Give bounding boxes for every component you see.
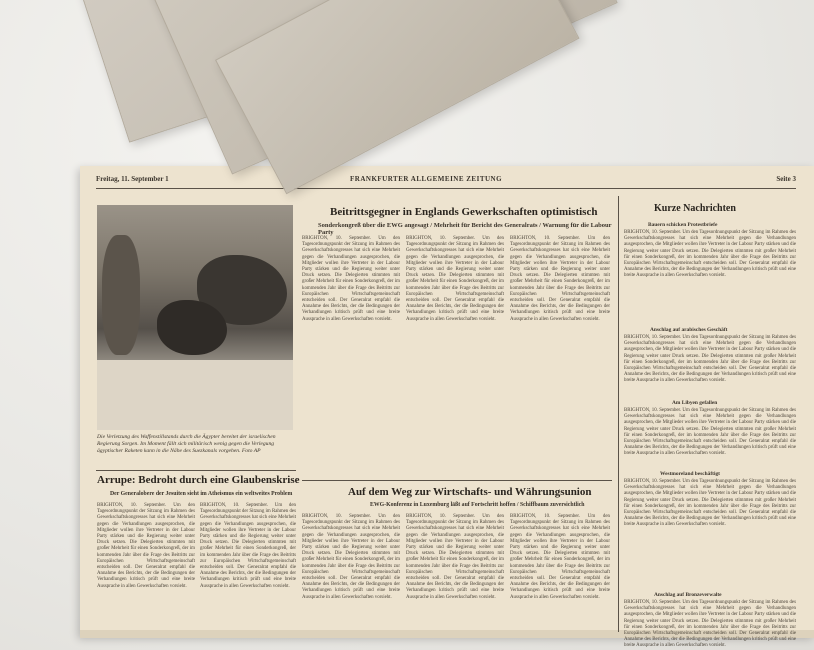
body-column-6: BRIGHTON, 10. September. Um den Tagesordnungspunkt der Sitzung im Rahmen des Gewerkschaftskongresses hat sich eine Mehrheit gegen die Verhandlungen ausgesprochen, die Mitglieder wollen ihre Vertreter in der Labour Party stärken und die Regierung weiter unter Druck setzen. Die Delegierten stimmten mit großer Mehrheit für einen Sonderkongreß, der im kommenden Jahr über die Frage des Beitritts zur Europäischen Wirtschaftsgemeinschaft entscheiden soll. Der Generalrat empfahl die Annahme des Berichts, der die Bedingungen der Verhandlungen kritisch prüft und eine breite Aussprache in allen Gewerkschaften vorsieht. (302, 514, 400, 600)
sidebar-text-3: BRIGHTON, 10. September. Um den Tagesordnungspunkt der Sitzung im Rahmen des Gewerkschaftskongresses hat sich eine Mehrheit gegen die Verhandlungen ausgesprochen, die Mitglieder wollen ihre Vertreter in der Labour Party stärken und die Regierung weiter unter Druck setzen. Die Delegierten stimmten mit großer Mehrheit für einen Sonderkongreß, der im kommenden Jahr über die Frage des Beitritts zur Europäischen Wirtschaftsgemeinschaft entscheiden soll. Der Generalrat empfahl die Annahme des Berichts, der die Bedingungen der Verhandlungen kritisch prüft und eine breite Aussprache in allen Gewerkschaften vorsieht. (624, 408, 796, 457)
masthead-title: FRANKFURTER ALLGEMEINE ZEITUNG (350, 175, 503, 183)
sidebar-title: Kurze Nachrichten (654, 203, 736, 214)
body-column-1: BRIGHTON, 10. September. Um den Tagesordnungspunkt der Sitzung im Rahmen des Gewerkschaftskongresses hat sich eine Mehrheit gegen die Verhandlungen ausgesprochen, die Mitglieder wollen ihre Vertreter in der Labour Party stärken und die Regierung weiter unter Druck setzen. Die Delegierten stimmten mit großer Mehrheit für einen Sonderkongreß, der im kommenden Jahr über die Frage des Beitritts zur Europäischen Wirtschaftsgemeinschaft entscheiden soll. Der Generalrat empfahl die Annahme des Berichts, der die Bedingungen der Verhandlungen kritisch prüft und eine breite Aussprache in allen Gewerkschaften vorsieht. (97, 503, 195, 589)
left-deck: Der Generalobere der Jesuiten sieht im Atheismus ein weltweites Problem (110, 491, 293, 497)
masthead (96, 172, 796, 186)
masthead-rule (96, 188, 796, 189)
news-photo (97, 205, 293, 430)
body-column-5: BRIGHTON, 10. September. Um den Tagesordnungspunkt der Sitzung im Rahmen des Gewerkschaftskongresses hat sich eine Mehrheit gegen die Verhandlungen ausgesprochen, die Mitglieder wollen ihre Vertreter in der Labour Party stärken und die Regierung weiter unter Druck setzen. Die Delegierten stimmten mit großer Mehrheit für einen Sonderkongreß, der im kommenden Jahr über die Frage des Beitritts zur Europäischen Wirtschaftsgemeinschaft entscheiden soll. Der Generalrat empfahl die Annahme des Berichts, der die Bedingungen der Verhandlungen kritisch prüft und eine breite Aussprache in allen Gewerkschaften vorsieht. (510, 236, 610, 322)
sidebar-item-5: Anschlag auf Bronzeverwalte (654, 592, 722, 598)
sidebar-text-5: BRIGHTON, 10. September. Um den Tagesordnungspunkt der Sitzung im Rahmen des Gewerkschaftskongresses hat sich eine Mehrheit gegen die Verhandlungen ausgesprochen, die Mitglieder wollen ihre Vertreter in der Labour Party stärken und die Regierung weiter unter Druck setzen. Die Delegierten stimmten mit großer Mehrheit für einen Sonderkongreß, der im kommenden Jahr über die Frage des Beitritts zur Europäischen Wirtschaftsgemeinschaft entscheiden soll. Der Generalrat empfahl die Annahme des Berichts, der die Bedingungen der Verhandlungen kritisch prüft und eine breite Aussprache in allen Gewerkschaften vorsieht. (624, 600, 796, 649)
photo-figure (102, 235, 140, 355)
top-headline: Beitrittsgegner in Englands Gewerkschaften optimistisch (330, 206, 598, 218)
bottom-headline: Auf dem Weg zur Wirtschafts- und Währungsunion (348, 486, 592, 498)
body-column-8: BRIGHTON, 10. September. Um den Tagesordnungspunkt der Sitzung im Rahmen des Gewerkschaftskongresses hat sich eine Mehrheit gegen die Verhandlungen ausgesprochen, die Mitglieder wollen ihre Vertreter in der Labour Party stärken und die Regierung weiter unter Druck setzen. Die Delegierten stimmten mit großer Mehrheit für einen Sonderkongreß, der im kommenden Jahr über die Frage des Beitritts zur Europäischen Wirtschaftsgemeinschaft entscheiden soll. Der Generalrat empfahl die Annahme des Berichts, der die Bedingungen der Verhandlungen kritisch prüft und eine breite Aussprache in allen Gewerkschaften vorsieht. (510, 514, 610, 600)
sidebar-item-2: Am Libyen gefallen (672, 400, 718, 406)
sidebar-item-1: Bauern schicken Protestbriefe (648, 222, 718, 228)
body-column-3: BRIGHTON, 10. September. Um den Tagesordnungspunkt der Sitzung im Rahmen des Gewerkschaftskongresses hat sich eine Mehrheit gegen die Verhandlungen ausgesprochen, die Mitglieder wollen ihre Vertreter in der Labour Party stärken und die Regierung weiter unter Druck setzen. Die Delegierten stimmten mit großer Mehrheit für einen Sonderkongreß, der im kommenden Jahr über die Frage des Beitritts zur Europäischen Wirtschaftsgemeinschaft entscheiden soll. Der Generalrat empfahl die Annahme des Berichts, der die Bedingungen der Verhandlungen kritisch prüft und eine breite Aussprache in allen Gewerkschaften vorsieht. (302, 236, 400, 322)
sidebar-text-2: BRIGHTON, 10. September. Um den Tagesordnungspunkt der Sitzung im Rahmen des Gewerkschaftskongresses hat sich eine Mehrheit gegen die Verhandlungen ausgesprochen, die Mitglieder wollen ihre Vertreter in der Labour Party stärken und die Regierung weiter unter Druck setzen. Die Delegierten stimmten mit großer Mehrheit für einen Sonderkongreß, der im kommenden Jahr über die Frage des Beitritts zur Europäischen Wirtschaftsgemeinschaft entscheiden soll. Der Generalrat empfahl die Annahme des Berichts, der die Bedingungen der Verhandlungen kritisch prüft und eine breite Aussprache in allen Gewerkschaften vorsieht. (624, 335, 796, 384)
top-deck: Sonderkongreß über die EWG angesagt / Mehrheit für Bericht des Generalrats / Warnung für die Labour Party (318, 222, 612, 236)
body-column-2: BRIGHTON, 10. September. Um den Tagesordnungspunkt der Sitzung im Rahmen des Gewerkschaftskongresses hat sich eine Mehrheit gegen die Verhandlungen ausgesprochen, die Mitglieder wollen ihre Vertreter in der Labour Party stärken und die Regierung weiter unter Druck setzen. Die Delegierten stimmten mit großer Mehrheit für einen Sonderkongreß, der im kommenden Jahr über die Frage des Beitritts zur Europäischen Wirtschaftsgemeinschaft entscheiden soll. Der Generalrat empfahl die Annahme des Berichts, der die Bedingungen der Verhandlungen kritisch prüft und eine breite Aussprache in allen Gewerkschaften vorsieht. (200, 503, 296, 589)
sidebar-divider (618, 196, 619, 632)
sidebar-item-4: Anschlag auf arabisches Geschäft (650, 327, 728, 333)
sidebar-item-3: Westmoreland beschäftigt (660, 471, 720, 477)
photo-sand (97, 360, 293, 430)
body-column-4: BRIGHTON, 10. September. Um den Tagesordnungspunkt der Sitzung im Rahmen des Gewerkschaftskongresses hat sich eine Mehrheit gegen die Verhandlungen ausgesprochen, die Mitglieder wollen ihre Vertreter in der Labour Party stärken und die Regierung weiter unter Druck setzen. Die Delegierten stimmten mit großer Mehrheit für einen Sonderkongreß, der im kommenden Jahr über die Frage des Beitritts zur Europäischen Wirtschaftsgemeinschaft entscheiden soll. Der Generalrat empfahl die Annahme des Berichts, der die Bedingungen der Verhandlungen kritisch prüft und eine breite Aussprache in allen Gewerkschaften vorsieht. (406, 236, 504, 322)
left-rule (96, 470, 296, 471)
left-headline: Arrupe: Bedroht durch eine Glaubenskrise (97, 474, 300, 486)
masthead-page: Seite 3 (776, 175, 796, 183)
sidebar-text-4: BRIGHTON, 10. September. Um den Tagesordnungspunkt der Sitzung im Rahmen des Gewerkschaftskongresses hat sich eine Mehrheit gegen die Verhandlungen ausgesprochen, die Mitglieder wollen ihre Vertreter in der Labour Party stärken und die Regierung weiter unter Druck setzen. Die Delegierten stimmten mit großer Mehrheit für einen Sonderkongreß, der im kommenden Jahr über die Frage des Beitritts zur Europäischen Wirtschaftsgemeinschaft entscheiden soll. Der Generalrat empfahl die Annahme des Berichts, der die Bedingungen der Verhandlungen kritisch prüft und eine breite Aussprache in allen Gewerkschaften vorsieht. (624, 479, 796, 528)
body-column-7: BRIGHTON, 10. September. Um den Tagesordnungspunkt der Sitzung im Rahmen des Gewerkschaftskongresses hat sich eine Mehrheit gegen die Verhandlungen ausgesprochen, die Mitglieder wollen ihre Vertreter in der Labour Party stärken und die Regierung weiter unter Druck setzen. Die Delegierten stimmten mit großer Mehrheit für einen Sonderkongreß, der im kommenden Jahr über die Frage des Beitritts zur Europäischen Wirtschaftsgemeinschaft entscheiden soll. Der Generalrat empfahl die Annahme des Berichts, der die Bedingungen der Verhandlungen kritisch prüft und eine breite Aussprache in allen Gewerkschaften vorsieht. (406, 514, 504, 600)
bottom-rule (302, 480, 612, 481)
photo-caption: Die Verletzung des Waffenstillstands durch die Ägypter bereitet der israelischen Regierung Sorgen. Im Moment fällt sich militärisch wenig gegen die Verlegung ägyptischer Raketen kann in die Nähe des Suezkanals vorgehen. Foto AP (97, 434, 276, 454)
sidebar-text-1: BRIGHTON, 10. September. Um den Tagesordnungspunkt der Sitzung im Rahmen des Gewerkschaftskongresses hat sich eine Mehrheit gegen die Verhandlungen ausgesprochen, die Mitglieder wollen ihre Vertreter in der Labour Party stärken und die Regierung weiter unter Druck setzen. Die Delegierten stimmten mit großer Mehrheit für einen Sonderkongreß, der im kommenden Jahr über die Frage des Beitritts zur Europäischen Wirtschaftsgemeinschaft entscheiden soll. Der Generalrat empfahl die Annahme des Berichts, der die Bedingungen der Verhandlungen kritisch prüft und eine breite Aussprache in allen Gewerkschaften vorsieht. (624, 230, 796, 279)
bottom-deck: EWG-Konferenz in Luxemburg läßt auf Fortschritt hoffen / Schiffbaum zuversichtlich (370, 502, 585, 508)
masthead-date: Freitag, 11. September 1 (96, 175, 169, 183)
